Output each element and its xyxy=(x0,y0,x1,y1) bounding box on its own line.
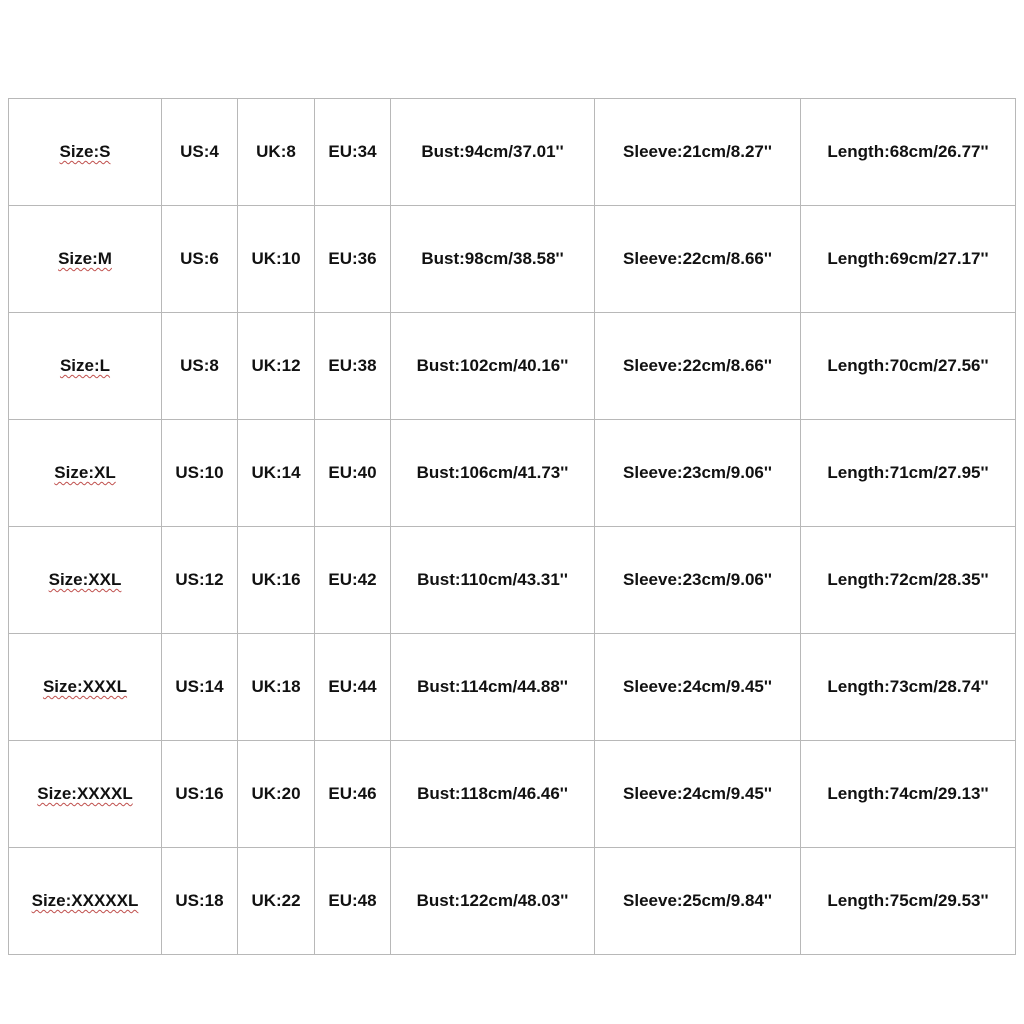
size-cell-text: Size:XXL xyxy=(48,570,122,589)
uk-size-cell xyxy=(238,741,315,848)
bust-cell xyxy=(391,313,595,420)
uk-size-cell-text: UK:22 xyxy=(251,891,301,910)
sleeve-cell xyxy=(595,99,801,206)
sleeve-cell-text: Sleeve:23cm/9.06'' xyxy=(623,570,772,589)
length-cell-text: Length:69cm/27.17'' xyxy=(827,249,989,268)
table-row xyxy=(9,420,1016,527)
bust-cell xyxy=(391,99,595,206)
table-row xyxy=(9,527,1016,634)
eu-size-cell-text: EU:46 xyxy=(328,784,377,803)
size-cell xyxy=(9,313,162,420)
us-size-cell-text: US:4 xyxy=(180,142,219,161)
table-row xyxy=(9,99,1016,206)
us-size-cell xyxy=(162,741,238,848)
size-cell-text: Size:XL xyxy=(54,463,116,482)
uk-size-cell xyxy=(238,313,315,420)
size-cell-text: Size:XXXXXL xyxy=(31,891,139,910)
eu-size-cell xyxy=(315,848,391,955)
size-chart-table xyxy=(8,98,1016,955)
uk-size-cell-text: UK:14 xyxy=(251,463,301,482)
us-size-cell xyxy=(162,420,238,527)
us-size-cell-text: US:12 xyxy=(175,570,224,589)
bust-cell-text: Bust:94cm/37.01'' xyxy=(421,142,564,161)
length-cell xyxy=(801,527,1016,634)
sleeve-cell xyxy=(595,741,801,848)
sleeve-cell xyxy=(595,527,801,634)
length-cell xyxy=(801,206,1016,313)
sleeve-cell xyxy=(595,420,801,527)
uk-size-cell-text: UK:18 xyxy=(251,677,301,696)
us-size-cell-text: US:14 xyxy=(175,677,224,696)
size-cell xyxy=(9,741,162,848)
uk-size-cell xyxy=(238,99,315,206)
eu-size-cell xyxy=(315,313,391,420)
bust-cell xyxy=(391,420,595,527)
us-size-cell-text: US:16 xyxy=(175,784,224,803)
sleeve-cell-text: Sleeve:22cm/8.66'' xyxy=(623,356,772,375)
sleeve-cell xyxy=(595,206,801,313)
sleeve-cell-text: Sleeve:21cm/8.27'' xyxy=(623,142,772,161)
table-row xyxy=(9,634,1016,741)
size-cell-text: Size:S xyxy=(59,142,111,161)
us-size-cell xyxy=(162,206,238,313)
size-cell-text: Size:L xyxy=(59,356,111,375)
length-cell-text: Length:75cm/29.53'' xyxy=(827,891,989,910)
eu-size-cell-text: EU:36 xyxy=(328,249,377,268)
length-cell-text: Length:71cm/27.95'' xyxy=(827,463,989,482)
eu-size-cell-text: EU:48 xyxy=(328,891,377,910)
size-chart-body xyxy=(9,99,1016,955)
eu-size-cell xyxy=(315,99,391,206)
uk-size-cell xyxy=(238,527,315,634)
bust-cell xyxy=(391,634,595,741)
size-cell xyxy=(9,527,162,634)
size-cell-text: Size:M xyxy=(58,249,112,268)
uk-size-cell-text: UK:10 xyxy=(251,249,301,268)
sleeve-cell xyxy=(595,313,801,420)
eu-size-cell-text: EU:38 xyxy=(328,356,377,375)
size-cell xyxy=(9,848,162,955)
bust-cell-text: Bust:114cm/44.88'' xyxy=(417,677,568,696)
eu-size-cell xyxy=(315,206,391,313)
bust-cell-text: Bust:98cm/38.58'' xyxy=(421,249,564,268)
us-size-cell xyxy=(162,99,238,206)
eu-size-cell xyxy=(315,527,391,634)
length-cell-text: Length:72cm/28.35'' xyxy=(827,570,989,589)
eu-size-cell-text: EU:40 xyxy=(328,463,377,482)
sleeve-cell-text: Sleeve:22cm/8.66'' xyxy=(623,249,772,268)
eu-size-cell-text: EU:42 xyxy=(328,570,377,589)
uk-size-cell xyxy=(238,634,315,741)
sleeve-cell xyxy=(595,634,801,741)
bust-cell-text: Bust:118cm/46.46'' xyxy=(417,784,568,803)
length-cell xyxy=(801,313,1016,420)
us-size-cell xyxy=(162,848,238,955)
bust-cell xyxy=(391,206,595,313)
uk-size-cell xyxy=(238,206,315,313)
us-size-cell-text: US:10 xyxy=(175,463,224,482)
eu-size-cell-text: EU:34 xyxy=(328,142,377,161)
length-cell xyxy=(801,634,1016,741)
size-cell xyxy=(9,99,162,206)
size-cell-text: Size:XXXL xyxy=(42,677,128,696)
table-row xyxy=(9,741,1016,848)
length-cell xyxy=(801,848,1016,955)
sleeve-cell xyxy=(595,848,801,955)
table-row xyxy=(9,848,1016,955)
bust-cell xyxy=(391,848,595,955)
uk-size-cell-text: UK:12 xyxy=(251,356,301,375)
uk-size-cell-text: UK:16 xyxy=(251,570,301,589)
uk-size-cell xyxy=(238,848,315,955)
bust-cell xyxy=(391,741,595,848)
bust-cell-text: Bust:102cm/40.16'' xyxy=(416,356,569,375)
us-size-cell-text: US:8 xyxy=(180,356,219,375)
length-cell xyxy=(801,420,1016,527)
table-row xyxy=(9,313,1016,420)
us-size-cell xyxy=(162,634,238,741)
bust-cell-text: Bust:110cm/43.31'' xyxy=(417,570,568,589)
us-size-cell-text: US:18 xyxy=(175,891,224,910)
uk-size-cell-text: UK:20 xyxy=(251,784,301,803)
eu-size-cell xyxy=(315,634,391,741)
us-size-cell-text: US:6 xyxy=(180,249,219,268)
sleeve-cell-text: Sleeve:25cm/9.84'' xyxy=(623,891,772,910)
length-cell xyxy=(801,741,1016,848)
length-cell-text: Length:74cm/29.13'' xyxy=(827,784,989,803)
bust-cell-text: Bust:122cm/48.03'' xyxy=(416,891,569,910)
sleeve-cell-text: Sleeve:24cm/9.45'' xyxy=(623,677,772,696)
length-cell-text: Length:73cm/28.74'' xyxy=(827,677,989,696)
size-cell xyxy=(9,634,162,741)
eu-size-cell-text: EU:44 xyxy=(328,677,377,696)
length-cell xyxy=(801,99,1016,206)
size-cell xyxy=(9,420,162,527)
uk-size-cell xyxy=(238,420,315,527)
uk-size-cell-text: UK:8 xyxy=(256,142,296,161)
sleeve-cell-text: Sleeve:24cm/9.45'' xyxy=(623,784,772,803)
bust-cell-text: Bust:106cm/41.73'' xyxy=(416,463,569,482)
size-cell xyxy=(9,206,162,313)
us-size-cell xyxy=(162,527,238,634)
length-cell-text: Length:70cm/27.56'' xyxy=(827,356,989,375)
eu-size-cell xyxy=(315,420,391,527)
length-cell-text: Length:68cm/26.77'' xyxy=(827,142,989,161)
sleeve-cell-text: Sleeve:23cm/9.06'' xyxy=(623,463,772,482)
size-cell-text: Size:XXXXL xyxy=(37,784,133,803)
us-size-cell xyxy=(162,313,238,420)
bust-cell xyxy=(391,527,595,634)
eu-size-cell xyxy=(315,741,391,848)
table-row xyxy=(9,206,1016,313)
